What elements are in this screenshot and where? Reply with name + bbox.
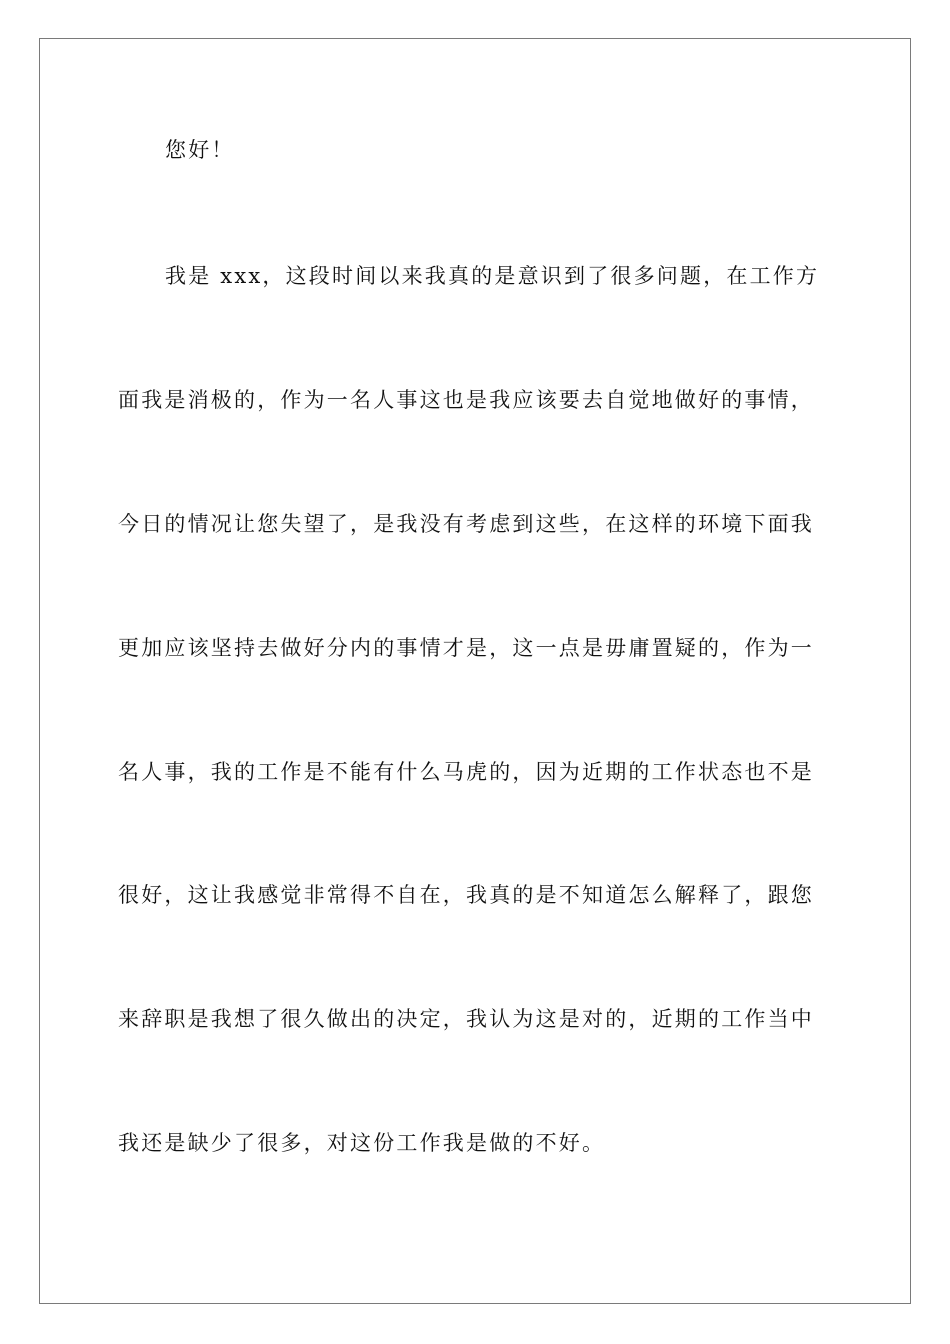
body-line: 名人事，我的工作是不能有什么马虎的，因为近期的工作状态也不是: [118, 760, 814, 784]
greeting-text: 您好！: [165, 138, 235, 162]
page-frame: [39, 38, 911, 1304]
body-line: 很好，这让我感觉非常得不自在，我真的是不知道怎么解释了，跟您: [118, 883, 814, 907]
body-line: 我是 xxx，这段时间以来我真的是意识到了很多问题，在工作方: [165, 264, 820, 288]
body-line: 来辞职是我想了很久做出的决定，我认为这是对的，近期的工作当中: [118, 1007, 814, 1031]
body-line: 面我是消极的，作为一名人事这也是我应该要去自觉地做好的事情，: [118, 388, 814, 412]
body-line: 今日的情况让您失望了，是我没有考虑到这些，在这样的环境下面我: [118, 512, 814, 536]
body-line: 我还是缺少了很多，对这份工作我是做的不好。: [118, 1131, 606, 1155]
body-line: 更加应该坚持去做好分内的事情才是，这一点是毋庸置疑的，作为一: [118, 636, 814, 660]
